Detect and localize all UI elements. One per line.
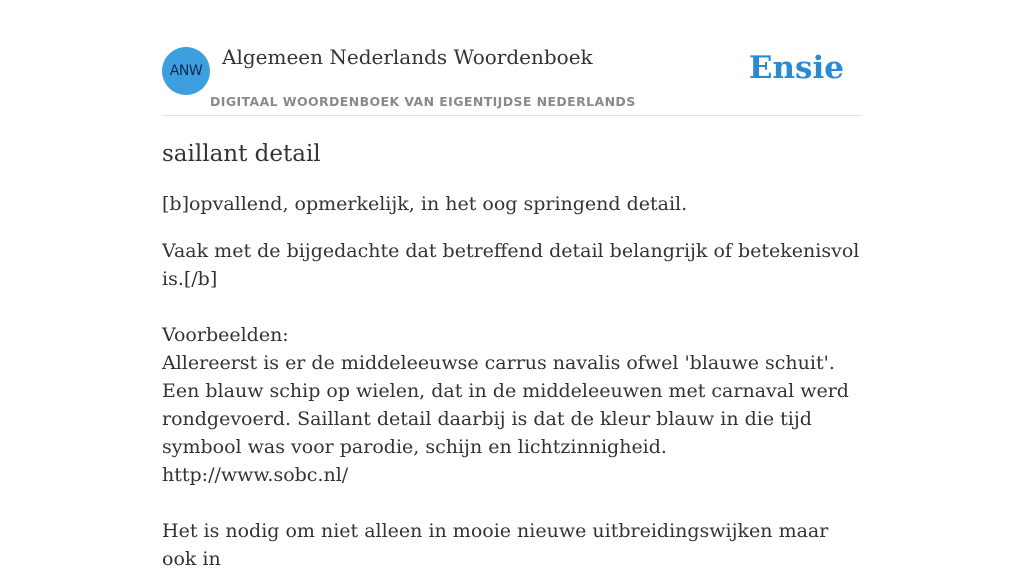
site-title[interactable]: Algemeen Nederlands Woordenboek [222,45,593,69]
entry-definition: [b]opvallend, opmerkelijk, in het oog springend detail. [162,193,688,215]
anw-logo[interactable]: ANW [162,47,210,95]
ensie-brand-logo[interactable]: Ensie [748,50,844,86]
entry-body: Vaak met de bijgedachte dat betreffend detail belangrijk of betekenisvol is.[/b] Voorbeelden: Allereerst is er de middeleeuwse carrus navalis ofwel 'blauwe schuit'. Een blauw schip op wielen, dat in de middeleeuwen met carnaval werd rondgevoerd. Saillant detail daarbij is dat de kleur blauw in die tijd symbool was voor parodie, schijn en lichtzinnigheid. http://www.sobc.nl/ Het is nodig om niet alleen in mooie nieuwe uitbreidingswijken maar ook in [162,240,860,570]
entry-content [162,138,862,573]
site-header [162,0,862,116]
site-subtitle: DIGITAAL WOORDENBOEK VAN EIGENTIJDSE NEDERLANDS [210,94,636,109]
entry-title: saillant detail [162,141,321,167]
